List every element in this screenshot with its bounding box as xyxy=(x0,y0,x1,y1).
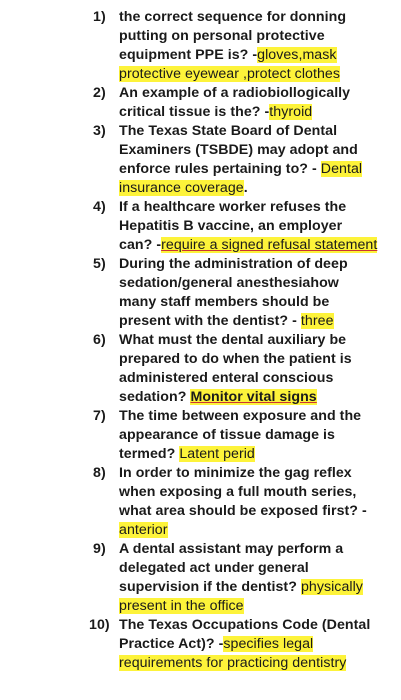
question-number: 9) xyxy=(93,541,106,557)
separator: - xyxy=(248,47,258,63)
question-text: If a healthcare worker refuses the Hepatitis B vaccine, an employer can? xyxy=(119,199,347,253)
question-item xyxy=(0,331,401,407)
question-list xyxy=(0,8,401,673)
question-item xyxy=(0,255,401,331)
question-number: 7) xyxy=(93,408,106,424)
question-item xyxy=(0,540,401,616)
question-item xyxy=(0,198,401,255)
question-text: In order to minimize the gag reflex when exposing a full mouth series, what area should be exposed first? xyxy=(119,465,359,519)
question-text: A dental assistant may perform a delegated act under general supervision if the dentist? xyxy=(119,541,344,595)
answer-highlight: Latent perid xyxy=(179,446,255,462)
question-number: 3) xyxy=(93,123,106,139)
question-number: 6) xyxy=(93,332,106,348)
answer-highlight: Monitor vital signs xyxy=(190,389,317,405)
answer-highlight: gloves,mask protective eyewear ,protect clothes xyxy=(119,47,340,82)
separator: - xyxy=(152,237,162,253)
question-number: 5) xyxy=(93,256,106,272)
question-item xyxy=(0,616,401,673)
separator: - xyxy=(288,313,301,329)
question-number: 1) xyxy=(93,9,106,25)
question-text: The Texas Occupations Code (Dental Practice Act)? xyxy=(119,617,371,652)
separator: - xyxy=(358,503,367,519)
question-item xyxy=(0,122,401,198)
question-number: 2) xyxy=(93,85,106,101)
answer-highlight: require a signed refusal statement xyxy=(161,237,378,253)
question-item xyxy=(0,464,401,540)
question-text: During the administration of deep sedation/general anesthesiahow many staff members should be present with the dentist? xyxy=(119,256,348,329)
question-item xyxy=(0,8,401,84)
answer-highlight: thyroid xyxy=(269,104,313,120)
question-text: The time between exposure and the appearance of tissue damage is termed? xyxy=(119,408,362,462)
question-text: the correct sequence for donning putting on personal protective equipment PPE is? xyxy=(119,9,347,63)
answer-highlight: physically present in the office xyxy=(119,579,363,614)
question-number: 4) xyxy=(93,199,106,215)
question-text: The Texas State Board of Dental Examiners (TSBDE) may adopt and enforce rules pertaining to? xyxy=(119,123,358,177)
answer-highlight: Dental insurance coverage xyxy=(119,161,363,196)
answer-highlight: three xyxy=(300,313,334,329)
separator: - xyxy=(260,104,270,120)
separator: - xyxy=(308,161,321,177)
answer-highlight: anterior xyxy=(119,522,168,538)
question-item xyxy=(0,84,401,122)
separator: - xyxy=(214,636,224,652)
question-text: What must the dental auxiliary be prepared to do when the patient is administered enteral conscious sedation? xyxy=(119,332,352,405)
answer-suffix: . xyxy=(243,180,248,196)
question-item xyxy=(0,407,401,464)
question-number: 10) xyxy=(89,617,110,633)
question-text: An example of a radiobiollogically critical tissue is the? xyxy=(119,85,351,120)
answer-highlight: specifies legal requirements for practicing dentistry xyxy=(119,636,347,671)
question-number: 8) xyxy=(93,465,106,481)
